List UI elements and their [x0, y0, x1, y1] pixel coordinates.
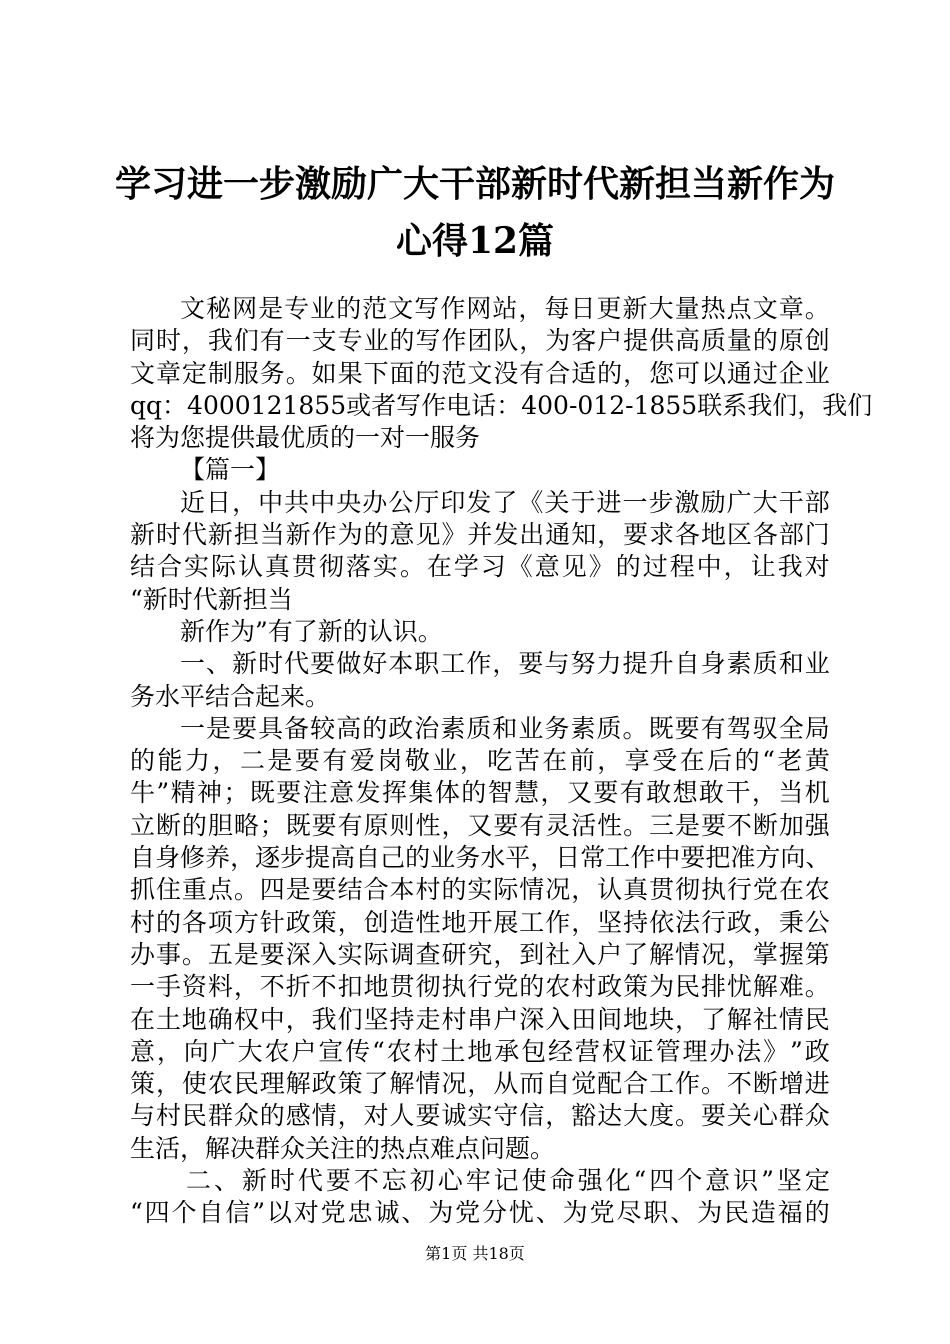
text-line: 办 事 。 五 是 要 深 入 实 际 调 查 研 究 ， 到 社 入 户 了 解 情 况 ， 掌 握 第 [130, 939, 830, 969]
text-line: 务水平结合起来。 [130, 681, 331, 711]
text-line: 意 ， 向 广 大 农 户 宣 传 “ 农 村 土 地 承 包 经 营 权 证 管 理 办 法 》 ” 政 [130, 1036, 830, 1066]
text-line: 自 身 修 养 ， 逐 步 提 高 自 己 的 业 务 水 平 ， 日 常 工 作 中 要 把 准 方 向 、 [130, 843, 831, 873]
page-footer: 第1页 共18页 [425, 1244, 525, 1263]
text-line: 村 的 各 项 方 针 政 策 ， 创 造 性 地 开 展 工 作 ， 坚 持 依 法 行 政 ， 秉 公 [130, 907, 830, 937]
text-line: 新 时 代 新 担 当 新 作 为 的 意 见 》 并 发 出 通 知 ， 要 求 各 地 区 各 部 门 [130, 520, 830, 550]
text-line: 在 土 地 确 权 中 ， 我 们 坚 持 走 村 串 户 深 入 田 间 地 块 ， 了 解 社 情 民 [130, 1004, 830, 1034]
text-line: 策 ， 使 农 民 理 解 政 策 了 解 情 况 ， 从 而 自 觉 配 合 工 作 。 不 断 增 进 [130, 1069, 830, 1099]
text-line: 与 村 民 群 众 的 感 情 ， 对 人 要 诚 实 守 信 ， 豁 达 大 度 。 要 关 心 群 众 [130, 1101, 830, 1131]
text-line: 新作为”有了新的认识。 [180, 616, 443, 646]
section-heading: 【篇一】 [180, 455, 281, 485]
text-line: 一 、 新 时 代 要 做 好 本 职 工 作 ， 要 与 努 力 提 升 自 身 素 质 和 业 [180, 649, 830, 679]
text-line: 同 时 ， 我 们 有 一 支 专 业 的 写 作 团 队 ， 为 客 户 提 供 高 质 量 的 原 创 [130, 326, 830, 356]
document-title-line-2: 心得12篇 [395, 220, 555, 262]
text-line: 结 合 实 际 认 真 贯 彻 落 实 。 在 学 习 《 意 见 》 的 过 程 中 ， 让 我 对 [130, 552, 830, 582]
text-line: 抓 住 重 点 。 四 是 要 结 合 本 村 的 实 际 情 况 ， 认 真 贯 彻 执 行 党 在 农 [130, 875, 830, 905]
text-line: “新时代新担当 [130, 584, 293, 614]
text-line: q q ： 4 0 0 0 1 2 1 8 5 5 或 者 写 作 电 话 ： 4 0 0 - 0 1 2 - 1 8 5 5 联 系 我 们 ， 我 们 [130, 390, 873, 420]
text-line: 一 手 资 料 ， 不 折 不 扣 地 贯 彻 执 行 党 的 农 村 政 策 为 民 排 忧 解 难 。 [130, 972, 830, 1002]
text-line: 生活，解决群众关注的热点难点问题。 [130, 1133, 556, 1163]
text-line: 近 日 ， 中 共 中 央 办 公 厅 印 发 了 《 关 于 进 一 步 激 励 广 大 干 部 [180, 487, 830, 517]
text-line: 文 秘 网 是 专 业 的 范 文 写 作 网 站 ， 每 日 更 新 大 量 热 点 文 章 。 [180, 294, 830, 323]
text-line: 牛 ” 精 神 ； 既 要 注 意 发 挥 集 体 的 智 慧 ， 又 要 有 敢 想 敢 干 ， 当 机 [130, 778, 830, 808]
text-line: “ 四 个 自 信 ” 以 对 党 忠 诚 、 为 党 分 忧 、 为 党 尽 职 、 为 民 造 福 的 [130, 1198, 830, 1228]
text-line: 二 、 新 时 代 要 不 忘 初 心 牢 记 使 命 强 化 “ 四 个 意 识 ” 坚 定 [186, 1166, 830, 1196]
text-line: 一 是 要 具 备 较 高 的 政 治 素 质 和 业 务 素 质 。 既 要 有 驾 驭 全 局 [180, 713, 830, 743]
text-line: 的 能 力 ， 二 是 要 有 爱 岗 敬 业 ， 吃 苦 在 前 ， 享 受 在 后 的 “ 老 黄 [130, 746, 830, 776]
document-body [130, 293, 873, 1230]
text-line: 将为您提供最优质的一对一服务 [130, 423, 481, 453]
text-line: 文 章 定 制 服 务 。 如 果 下 面 的 范 文 没 有 合 适 的 ， 您 可 以 通 过 企 业 [130, 358, 830, 388]
text-line: 立 断 的 胆 略 ； 既 要 有 原 则 性 ， 又 要 有 灵 活 性 。 三 是 要 不 断 加 强 [130, 810, 830, 840]
document-title-line-1: 学习进一步激励广大干部新时代新担当新作为 [114, 163, 835, 205]
